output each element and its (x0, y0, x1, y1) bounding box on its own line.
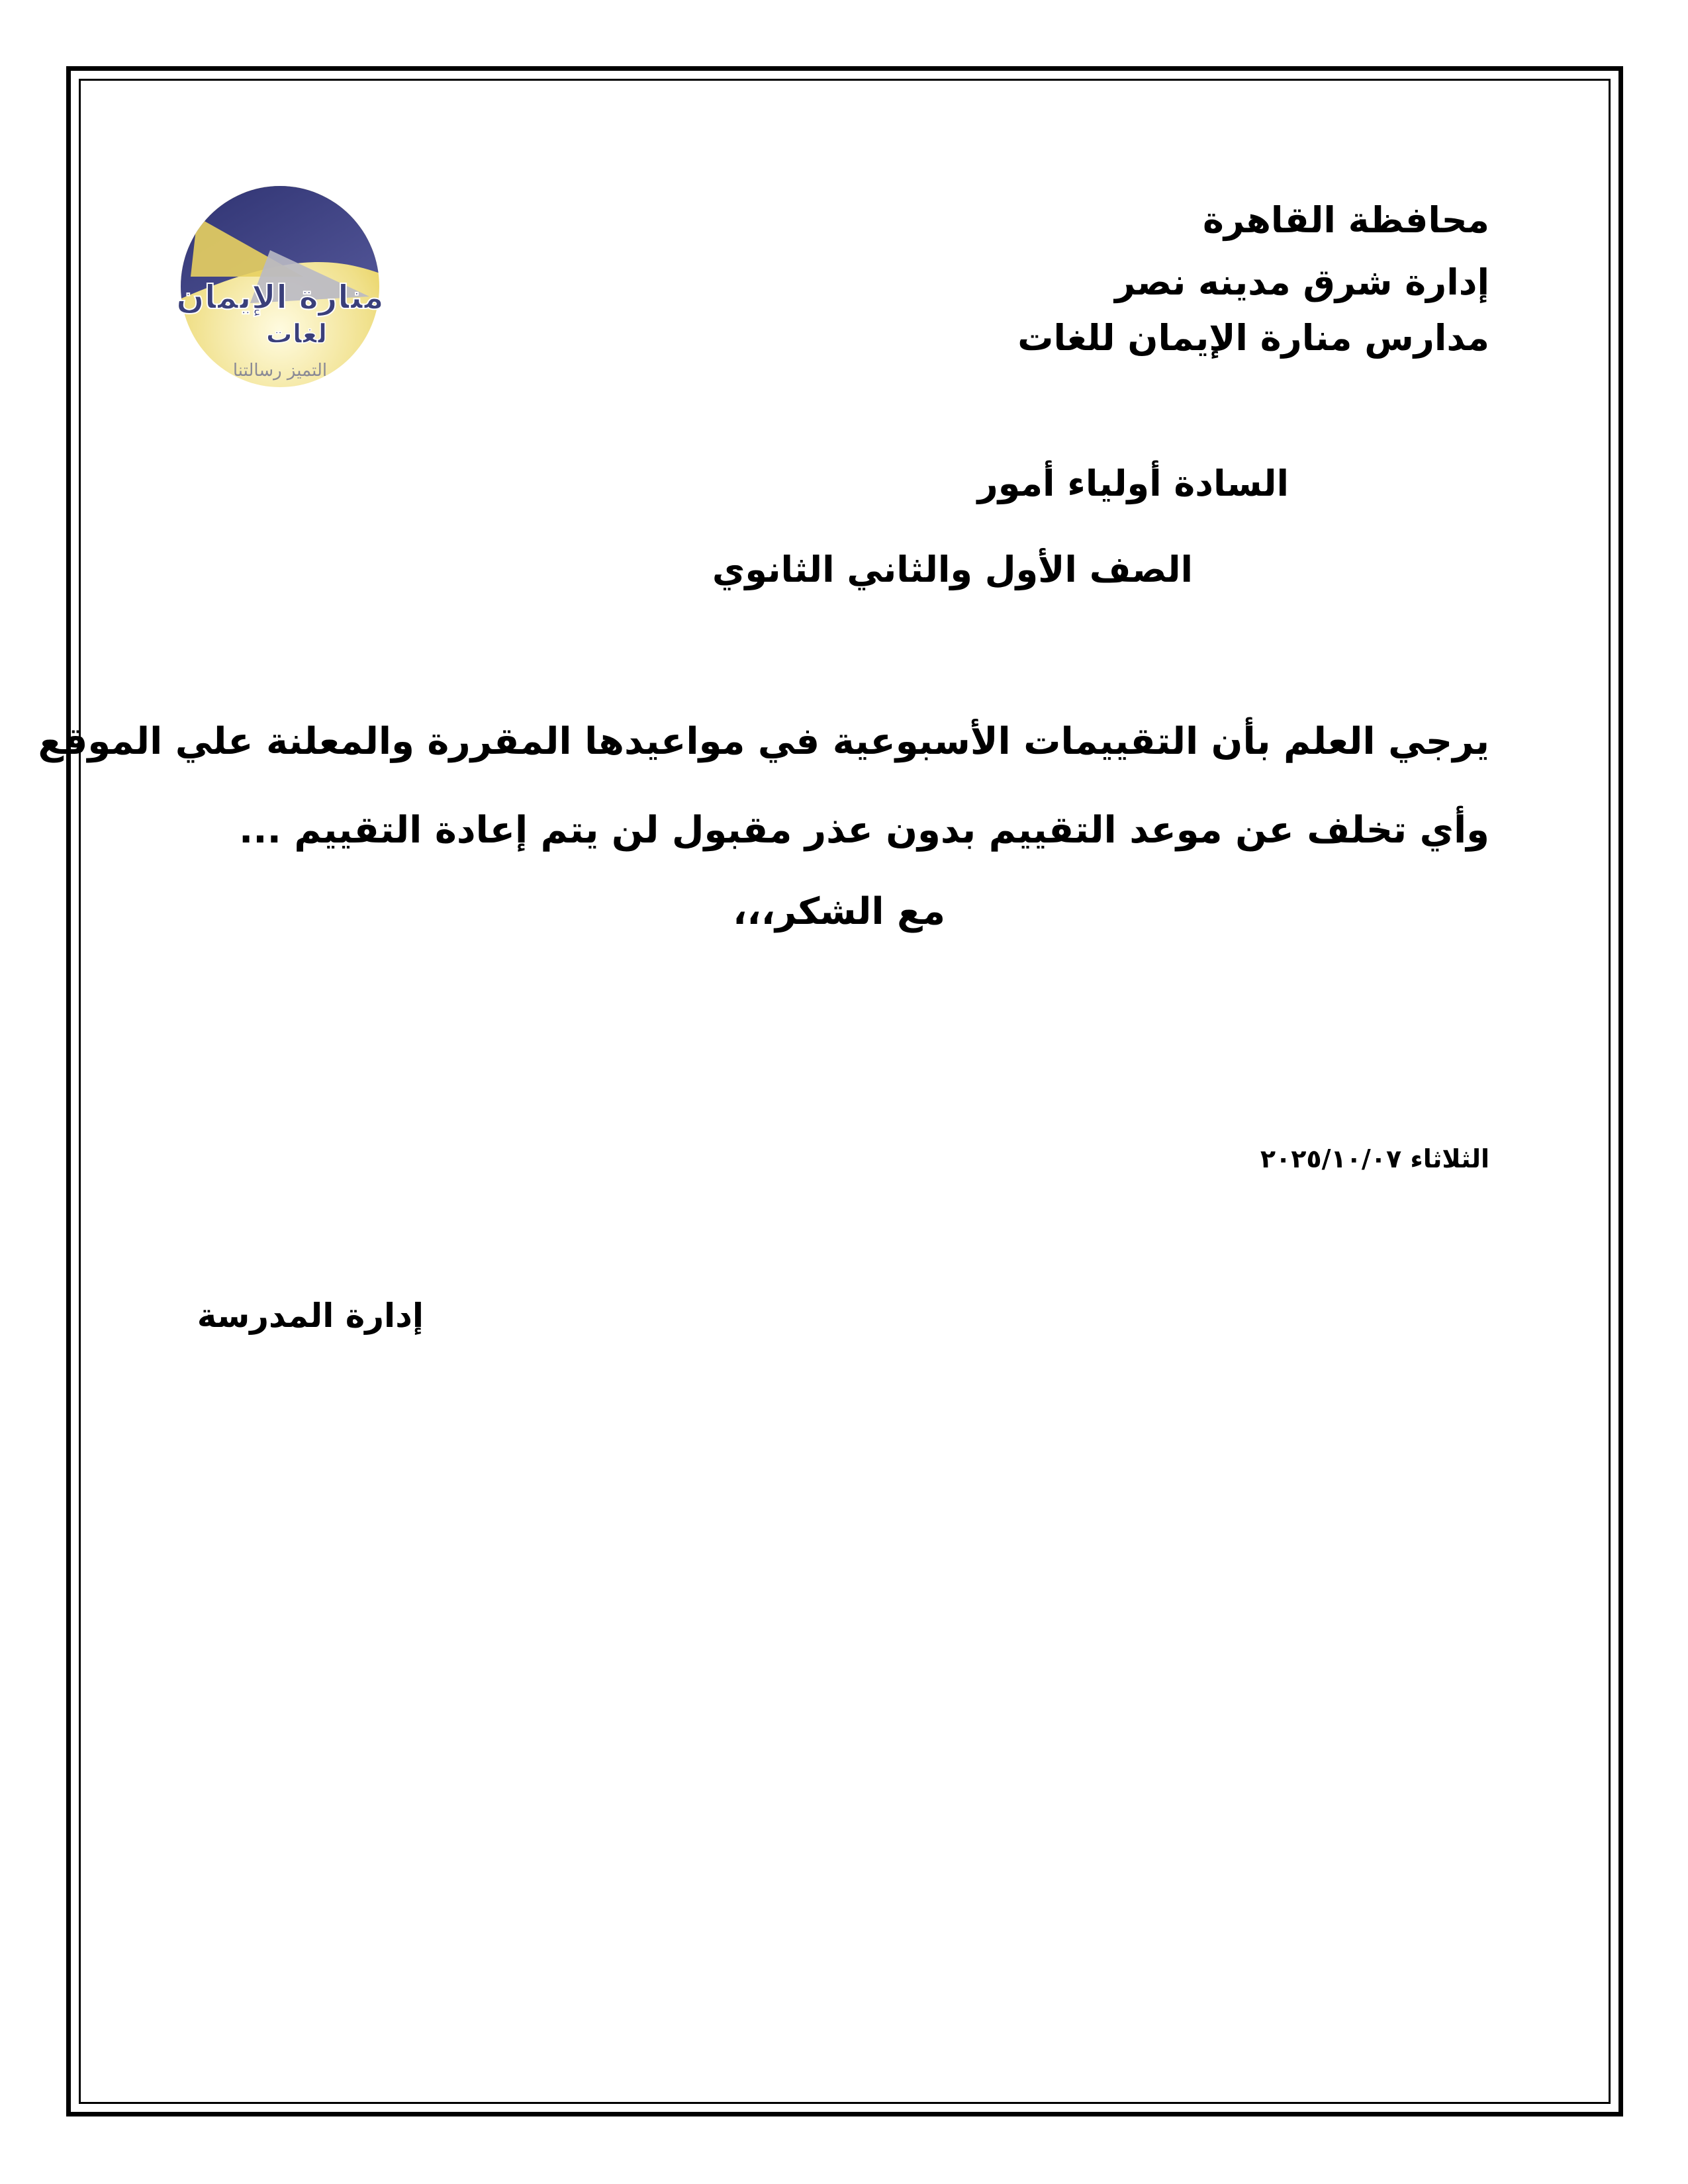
body-paragraph-line-1: يرجي العلم بأن التقييمات الأسبوعية في مواعيدها المقررة والمعلنة علي الموقع (38, 720, 1489, 763)
governorate-heading: محافظة القاهرة (1203, 199, 1489, 241)
signature-label: إدارة المدرسة (197, 1297, 424, 1335)
date-line (1260, 1146, 1489, 1171)
date-value: ٢٠٢٥/١٠/٠٧ (1260, 1144, 1402, 1173)
school-logo (171, 177, 389, 396)
addressee-line-2: الصف الأول والثاني الثانوي (712, 549, 1193, 590)
logo-subtitle-text: لغات (265, 319, 328, 349)
logo-tagline-text: التميز رسالتنا (232, 361, 328, 381)
logo-title-text: منارة الإيمان (176, 278, 384, 316)
body-paragraph-line-2: وأي تخلف عن موعد التقييم بدون عذر مقبول لن يتم إعادة التقييم ... (239, 809, 1489, 852)
closing-line: مع الشكر،،، (733, 890, 945, 933)
administration-heading: إدارة شرق مدينه نصر (1115, 261, 1489, 303)
date-day: الثلاثاء (1410, 1144, 1489, 1173)
addressee-line-1: السادة أولياء أمور (977, 463, 1289, 504)
school-heading: مدارس منارة الإيمان للغات (1017, 317, 1489, 359)
